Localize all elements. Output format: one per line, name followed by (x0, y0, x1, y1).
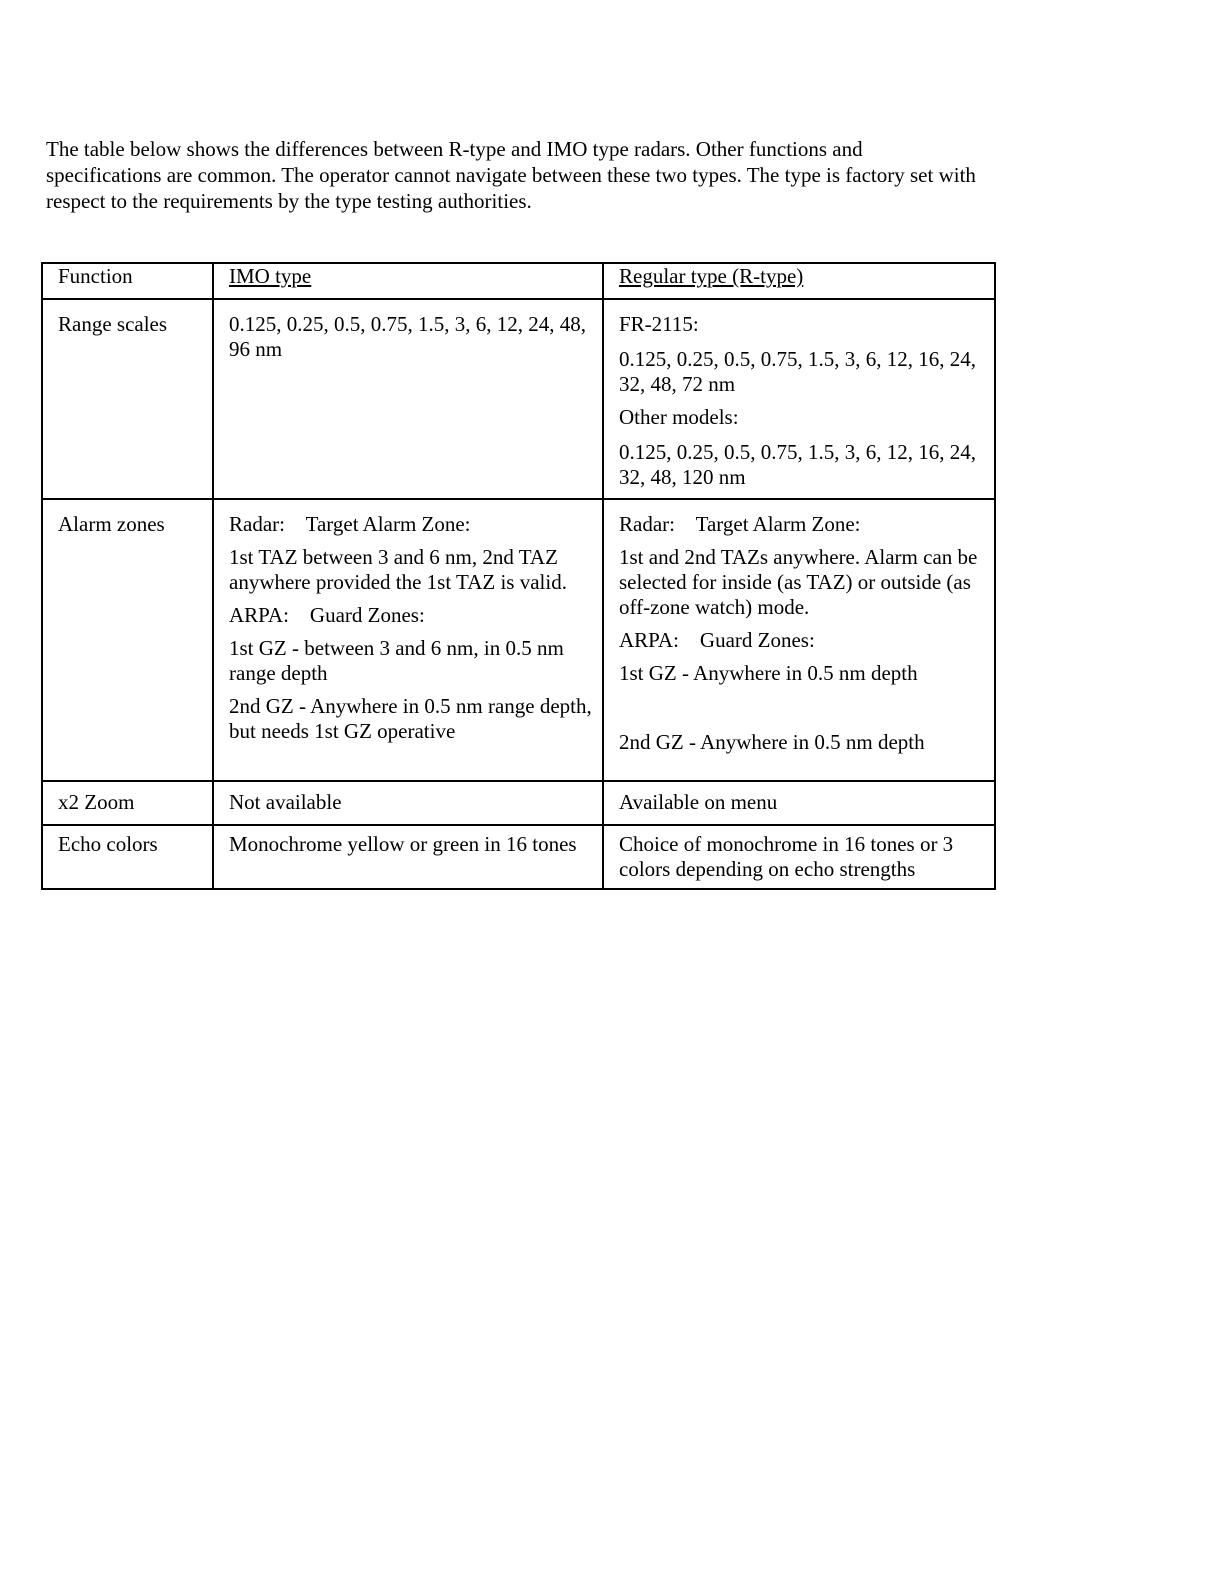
cell-echo-r: Choice of monochrome in 16 tones or 3 colors depending on echo strengths (603, 825, 995, 889)
header-imo-type: IMO type (213, 263, 603, 299)
r-radar-heading: Radar: Target Alarm Zone: (619, 512, 861, 536)
intro-paragraph: The table below shows the differences between R-type and IMO type radars. Other functions and specifications are common. The operator cannot navigate between these two types. The type is factory set with respect to the requirements by the type testing authorities. (46, 137, 976, 213)
imo-gz2: 2nd GZ - Anywhere in 0.5 nm range depth, but needs 1st GZ operative (229, 694, 592, 743)
cell-zoom-imo: Not available (213, 781, 603, 825)
r-gz2: 2nd GZ - Anywhere in 0.5 nm depth (619, 730, 925, 754)
table-row-alarm-zones (42, 499, 995, 781)
r-values-fr2115: 0.125, 0.25, 0.5, 0.75, 1.5, 3, 6, 12, 16, 24, 32, 48, 72 nm (619, 347, 976, 396)
cell-range-scales-label: Range scales (42, 299, 213, 499)
cell-zoom-r: Available on menu (603, 781, 995, 825)
header-regular-type: Regular type (R-type) (603, 263, 995, 299)
r-arpa-heading: ARPA: Guard Zones: (619, 628, 815, 652)
r-radar-text: 1st and 2nd TAZs anywhere. Alarm can be selected for inside (as TAZ) or outside (as off-zone watch) mode. (619, 545, 978, 619)
cell-alarm-zones-r (603, 499, 995, 781)
cell-echo-imo: Monochrome yellow or green in 16 tones (213, 825, 603, 889)
cell-range-scales-r (603, 299, 995, 499)
cell-zoom-label: x2 Zoom (42, 781, 213, 825)
header-function: Function (42, 263, 213, 299)
r-gz1: 1st GZ - Anywhere in 0.5 nm depth (619, 661, 918, 685)
comparison-table (41, 262, 996, 890)
imo-gz1: 1st GZ - between 3 and 6 nm, in 0.5 nm range depth (229, 636, 564, 685)
r-model-other: Other models: (619, 405, 739, 429)
r-values-other: 0.125, 0.25, 0.5, 0.75, 1.5, 3, 6, 12, 16, 24, 32, 48, 120 nm (619, 440, 976, 489)
imo-radar-heading: Radar: Target Alarm Zone: (229, 512, 471, 536)
cell-alarm-zones-imo (213, 499, 603, 781)
table-row-echo-colors (42, 825, 995, 889)
table-row-zoom (42, 781, 995, 825)
imo-arpa-heading: ARPA: Guard Zones: (229, 603, 425, 627)
r-model-fr2115: FR-2115: (619, 312, 699, 336)
imo-radar-text: 1st TAZ between 3 and 6 nm, 2nd TAZ anywhere provided the 1st TAZ is valid. (229, 545, 567, 594)
cell-echo-label: Echo colors (42, 825, 213, 889)
table-row-range-scales (42, 299, 995, 499)
table-header-row (42, 263, 995, 299)
cell-alarm-zones-label: Alarm zones (42, 499, 213, 781)
cell-range-scales-imo: 0.125, 0.25, 0.5, 0.75, 1.5, 3, 6, 12, 24, 48, 96 nm (213, 299, 603, 499)
